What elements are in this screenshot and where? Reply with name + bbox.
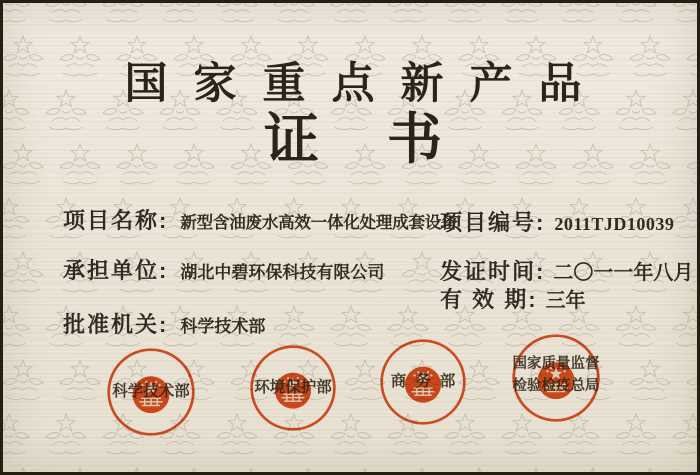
watermark-motif-icon (42, 3, 90, 25)
field-project-name (63, 204, 457, 235)
watermark-motif-icon (156, 3, 204, 25)
watermark-motif-icon (213, 3, 261, 25)
seal-overlay-line2: 检验检疫总局 (512, 378, 600, 394)
issue-date-label: 发证时间: (440, 259, 546, 284)
seal-overlay-text (500, 353, 612, 397)
watermark-motif-icon (270, 305, 318, 349)
field-approver (63, 308, 265, 339)
watermark-motif-icon (498, 3, 546, 25)
watermark-motif-icon (612, 3, 660, 25)
watermark-motif-icon (327, 3, 375, 25)
watermark-motif-icon (569, 467, 617, 472)
issue-date-value: 二〇一一年八月 (553, 262, 694, 284)
watermark-motif-icon (3, 413, 33, 457)
field-validity (440, 283, 586, 314)
watermark-motif-icon (270, 3, 318, 25)
watermark-motif-icon (683, 359, 697, 403)
watermark-motif-icon (42, 413, 90, 457)
watermark-motif-icon (3, 305, 33, 349)
watermark-motif-icon (99, 3, 147, 25)
watermark-motif-icon (612, 413, 660, 457)
project-name-value: 新型含油废水高效一体化处理成套设备 (180, 214, 458, 232)
watermark-motif-icon (227, 467, 275, 472)
watermark-motif-icon (3, 251, 47, 295)
seal-overlay-text: 环境保护部 (254, 379, 332, 396)
watermark-motif-icon (113, 467, 161, 472)
watermark-motif-icon (441, 3, 489, 25)
watermark-motif-icon (327, 305, 375, 349)
seal-overlay-line1: 国家质量监督 (512, 356, 600, 372)
project-number-value: 2011TJD10039 (554, 214, 675, 234)
validity-label: 有 效 期: (440, 287, 538, 312)
watermark-motif-icon (384, 3, 432, 25)
seal-ministry-of-commerce (379, 338, 467, 426)
project-number-label: 项目编号: (440, 210, 546, 235)
watermark-motif-icon (3, 3, 33, 25)
watermark-motif-icon (284, 467, 332, 472)
approver-value: 科学技术部 (180, 317, 266, 336)
watermark-motif-icon (170, 467, 218, 472)
watermark-motif-icon (398, 251, 446, 295)
watermark-motif-icon (669, 305, 697, 349)
undertaker-label: 承担单位: (63, 258, 169, 283)
field-project-number (440, 206, 674, 237)
undertaker-value: 湖北中碧环保科技有限公司 (180, 263, 385, 282)
watermark-motif-icon (3, 359, 47, 403)
watermark-motif-icon (512, 467, 560, 472)
watermark-motif-icon (3, 467, 47, 472)
watermark-motif-icon (626, 359, 674, 403)
watermark-motif-icon (669, 3, 697, 25)
seal-aqsiq (511, 333, 601, 423)
certificate-subtitle: 证书 (263, 109, 510, 170)
validity-value: 三年 (545, 290, 586, 312)
watermark-motif-icon (683, 467, 697, 472)
approver-label: 批准机关: (63, 312, 169, 337)
seal-overlay-text: 科学技术部 (112, 383, 190, 400)
watermark-motif-icon (398, 467, 446, 472)
svg-text:中华人民共和国国家质量监督检验检疫总局 (511, 422, 601, 423)
watermark-motif-icon (626, 467, 674, 472)
watermark-motif-icon (669, 413, 697, 457)
watermark-motif-icon (455, 467, 503, 472)
watermark-motif-icon (555, 3, 603, 25)
seal-ministry-of-environmental-protection (249, 344, 337, 432)
field-issue-date (440, 255, 693, 286)
certificate-title: 国家重点新产品 (124, 61, 608, 108)
watermark-motif-icon (56, 467, 104, 472)
watermark-motif-icon (612, 305, 660, 349)
seal-overlay-text: 商务部 (390, 373, 465, 390)
watermark-motif-icon (3, 197, 33, 241)
watermark-motif-icon (341, 467, 389, 472)
field-undertaker (63, 254, 384, 285)
project-name-label: 项目名称: (63, 208, 169, 233)
seal-ministry-of-science-and-technology (106, 347, 196, 437)
